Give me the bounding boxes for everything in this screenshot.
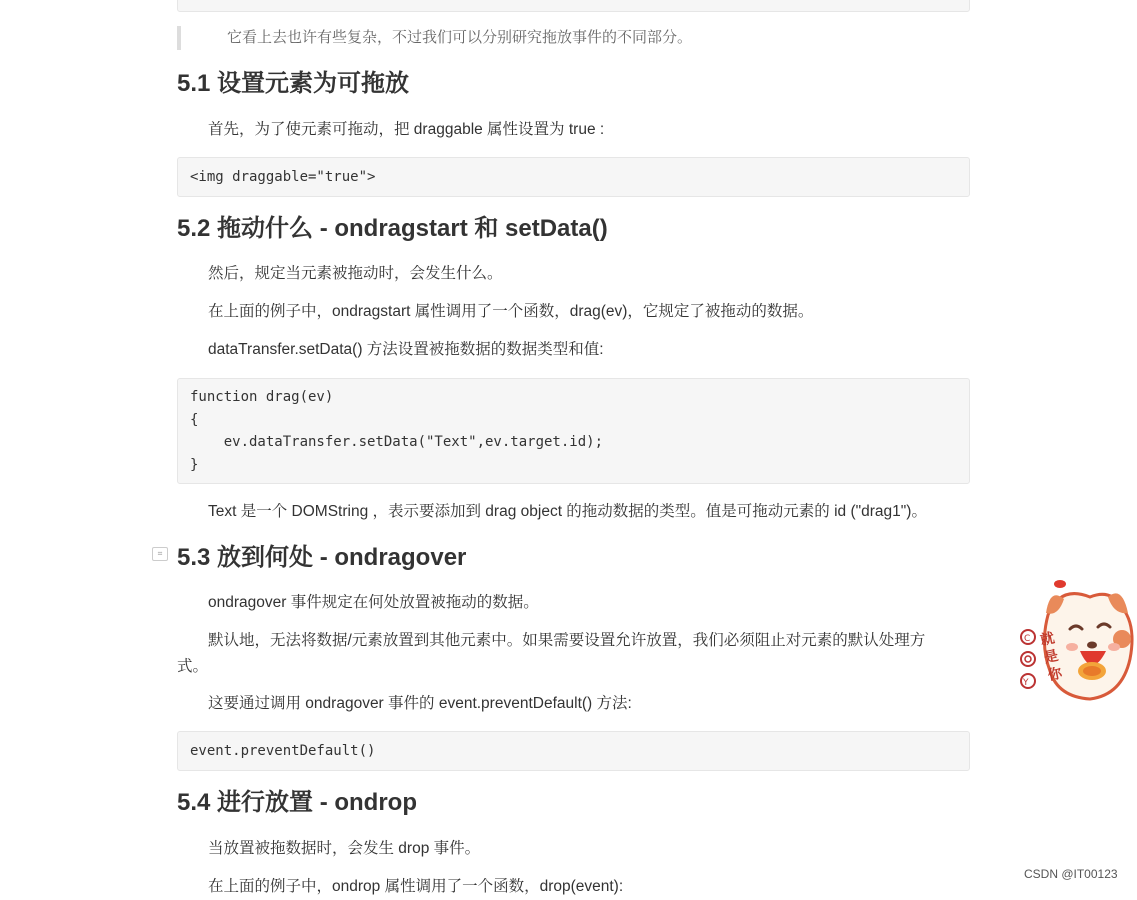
sticker-text: 就是你 [1038, 629, 1064, 684]
svg-text:C: C [1024, 634, 1031, 644]
anchor-link-icon[interactable]: ⌗ [152, 547, 168, 561]
code-block: function drag(ev) { ev.dataTransfer.setData("Text",ev.target.id); } [177, 378, 970, 484]
code-block-previous [177, 0, 970, 12]
dog-sticker-icon [1010, 575, 1137, 710]
heading-5-3: 5.3 放到何处 - ondragover [177, 544, 467, 571]
code-block: event.preventDefault() [177, 731, 970, 771]
heading-5-1: 5.1 设置元素为可拖放 [177, 70, 410, 97]
paragraph: 当放置被拖数据时，会发生 drop 事件。 [208, 840, 481, 857]
paragraph: 在上面的例子中，ondragstart 属性调用了一个函数，drag(ev)，它规定了被拖动的数据。 [208, 303, 814, 320]
mascot-sticker [1010, 575, 1137, 710]
svg-text:Y: Y [1023, 678, 1029, 688]
paragraph: 在上面的例子中，ondrop 属性调用了一个函数，drop(event): [208, 878, 624, 895]
heading-5-4: 5.4 进行放置 - ondrop [177, 789, 417, 816]
paragraph: 默认地，无法将数据/元素放置到其他元素中。如果需要设置允许放置，我们必须阻止对元素的默认处理方式。 [177, 632, 926, 675]
paragraph: dataTransfer.setData() 方法设置被拖数据的数据类型和值: [208, 341, 604, 358]
paragraph: 首先，为了使元素可拖动，把 draggable 属性设置为 true : [208, 121, 605, 138]
paragraph: Text 是一个 DOMString ，表示要添加到 drag object 的拖动数据的类型。值是可拖动元素的 id ("drag1")。 [208, 503, 927, 520]
code-block: <img draggable="true"> [177, 157, 970, 197]
paragraph: 这要通过调用 ondragover 事件的 event.preventDefault() 方法: [208, 695, 632, 712]
csdn-watermark: CSDN @IT00123 [1024, 867, 1118, 881]
paragraph: ondragover 事件规定在何处放置被拖动的数据。 [208, 594, 539, 611]
heading-5-2: 5.2 拖动什么 - ondragstart 和 setData() [177, 215, 608, 242]
paragraph: 然后，规定当元素被拖动时，会发生什么。 [208, 265, 503, 282]
blockquote: 它看上去也许有些复杂，不过我们可以分别研究拖放事件的不同部分。 [177, 26, 692, 50]
